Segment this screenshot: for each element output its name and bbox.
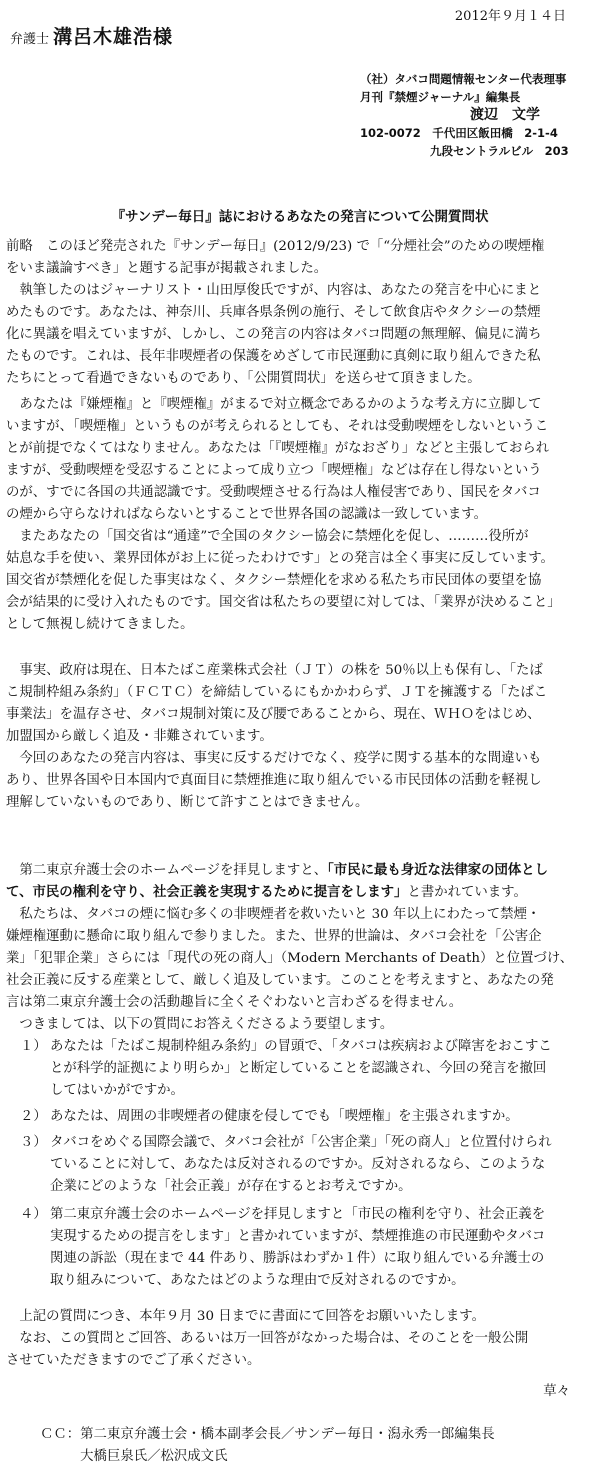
sender-magazine: 月刊『禁煙ジャーナル』編集長: [360, 90, 521, 104]
addressee-name: 溝呂木雄浩様: [53, 26, 174, 48]
question-number: ２）: [20, 1109, 47, 1124]
bar-association-quote: 「市民に最も身近な法律家の団体とし て、市民の権利を守り、社会正義を実現するために提言をします」: [6, 863, 549, 900]
question-text: タバコをめぐる国際会議で、タバコ会社が「公害企業」「死の商人」と位置付けられ ていることに対して、あなたは反対されるのですか。反対されるなら、このような 企業にどのような「社会正義」が存在するとお考えですか。: [50, 1135, 552, 1194]
question-text: あなたは「たばこ規制枠組み条約」の冒頭で、「タバコは疾病および障害をおこすこ とが科学的証拠により明らか」と断定していることを認識され、今回の発言を撤回 してはいかがですか。: [50, 1039, 552, 1098]
letter-date: 2012年９月１４日: [454, 9, 566, 24]
sender-org: （社）タバコ問題情報センター代表理事: [360, 72, 567, 86]
paragraph-movement: 私たちは、タバコの煙に悩む多くの非喫煙者を救いたいと 30 年以上にわたって禁煙・ 嫌煙権運動に懸命に取り組んで参りました。また、世界的世論は、タバコ会社を「公害企 業」「犯罪企業」さらには「現代の死の商人」（Modern Merchants of Death）と位置づけ、 社会正義に反する産業として、厳しく追及しています。このことを考えますと、あなたの発 言は第二東京弁護士会の活動趣旨に全くそぐわないと言わざるを得ません。 つきましては、以下の質問にお答えくださるよう要望します。: [6, 907, 574, 1032]
addressee-role: 弁護士: [10, 32, 50, 47]
paragraph-request: 上記の質問につき、本年９月 30 日までに書面にて回答をお願いいたします。 なお、この質問とご回答、あるいは万一回答がなかった場合は、そのことを一般公開 させていただきますのでご了承ください。: [6, 1309, 529, 1368]
sender-name: 渡辺 文学: [470, 107, 540, 123]
question-text: 第二東京弁護士会のホームページを拝見しますと「市民の権利を守り、社会正義を 実現するための提言をします」と書かれていますが、禁煙推進の市民運動やタバコ 関連の訴訟（現在まで 44 件あり、勝訴はわずか１件）に取り組んでいる弁護士の 取り組みについて、あなたはどのような理由で反対されるのですか。: [50, 1207, 546, 1288]
addressee: [10, 26, 173, 51]
question-number: ３）: [20, 1135, 47, 1150]
bar-association-lead: 第二東京弁護士会のホームページを拝見しますと、: [6, 863, 328, 878]
paragraph-smoking-rights: あなたは『嫌煙権』と『喫煙権』がまるで対立概念であるかのような考え方に立脚して いますが、「喫煙権」というものが考えられるとしても、それは受動喫煙をしないというこ とが前提でなくてはなりません。あなたは「『喫煙権』がなおざり」などと主張しておられ ますが、受動喫煙を受忍することによって成り立つ「喫煙権」などは存在し得ないという のが、すでに各国の共通認識です。受動喫煙させる行為は人権侵害であり、国民をタバコ の煙から守らなければならないとすることで世界各国の認識は一致しています。 またあなたの「国交省は“通達”で全国のタクシー協会に禁煙化を促し、………役所が 姑息な手を使い、業界団体がお上に従ったわけです」との発言は全く事実に反しています。 国交省が禁煙化を促した事実はなく、タクシー禁煙化を求める私たち市民団体の要望を協 会が結果的に受け入れたものです。国交省は私たちの要望に対しては、「業界が決めること」 として無視し続けてきました。: [6, 397, 561, 632]
question-number: ４）: [20, 1207, 47, 1222]
sender-block: [360, 70, 569, 160]
paragraph-intro: 前略 このほど発売された『サンデー毎日』(2012/9/23) で「“分煙社会”のための喫煙権 をいま議論すべき」と題する記事が掲載されました。 執筆したのはジャーナリスト・山田厚俊氏ですが、内容は、あなたの発言を中心にまと めたものです。あなたは、神奈川、兵庫各県条例の施行、そして飲食店やタクシーの禁煙 化に異議を唱えていますが、しかし、この発言の内容はタバコ問題の無理解、偏見に満ち たものです。これは、長年非喫煙者の保護をめざして市民運動に真剣に取り組んできた私 たちにとって看過できないものであり、「公開質問状」を送らせて頂きました。: [6, 239, 545, 386]
paragraph-bar-association: [6, 860, 596, 904]
question-number: １）: [20, 1039, 47, 1054]
bar-association-tail: と書かれています。: [407, 885, 527, 900]
question-text: あなたは、周囲の非喫煙者の健康を侵してでも「喫煙権」を主張されますか。: [50, 1109, 519, 1124]
sender-address-line2: 九段セントラルビル 203: [430, 144, 569, 158]
letter-title: 『サンデー毎日』誌におけるあなたの発言について公開質問状: [111, 209, 489, 225]
closing: 草々: [543, 1384, 570, 1399]
sender-address-line1: 102-0072 千代田区飯田橋 2-1-4: [360, 126, 558, 140]
paragraph-government: 事実、政府は現在、日本たばこ産業株式会社（ＪＴ）の株を 50％以上も保有し、「たば こ規制枠組み条約」（ＦＣＴＣ）を締結しているにもかかわらず、ＪＴを擁護する「たばこ 事業法」を温存させ、タバコ規制対策に及び腰であることから、現在、ＷＨＯをはじめ、 加盟国から厳しく追及・非難されています。 今回のあなたの発言内容は、事実に反するだけでなく、疫学に関する基本的な間違いも あり、世界各国や日本国内で真面目に禁煙推進に取り組んでいる市民団体の活動を軽視し 理解していないものであり、断じて許すことはできません。: [6, 663, 548, 810]
cc-list: ＣＣ：第二東京弁護士会・橋本副孝会長／サンデー毎日・潟永秀一郎編集長 大橋巨泉氏／松沢成文氏: [40, 1427, 495, 1464]
